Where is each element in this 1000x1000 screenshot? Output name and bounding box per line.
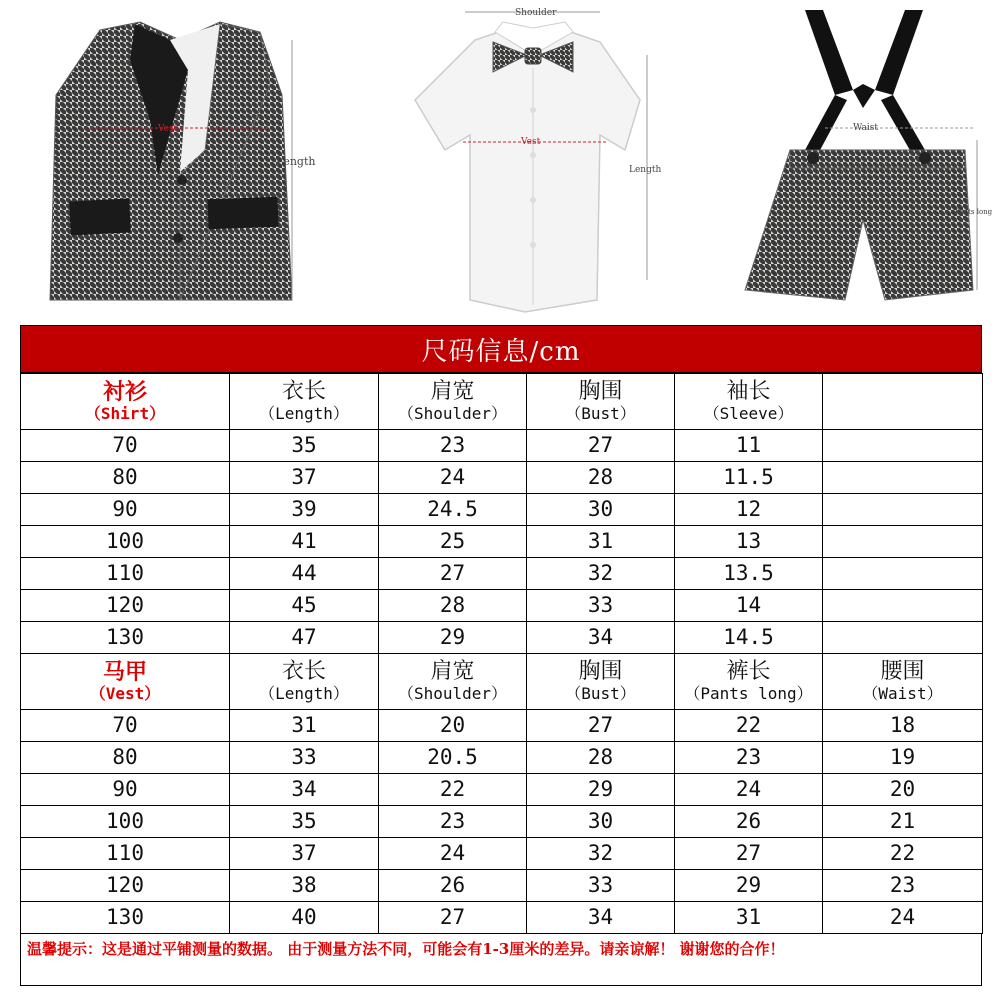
header-en-label: （Shoulder）: [397, 684, 508, 703]
table-cell: [823, 526, 983, 558]
table-cell: [823, 462, 983, 494]
table-cell: 35: [230, 430, 379, 462]
header-en-label: （Bust）: [565, 684, 636, 703]
header-zh-label: 肩宽: [430, 379, 475, 404]
vest-width-label: Vest: [158, 124, 178, 134]
table-cell: 110: [21, 838, 230, 870]
vest-header-cell: [675, 654, 823, 710]
table-cell: 70: [21, 710, 230, 742]
shirt-photo: [375, 0, 675, 322]
header-zh-label: 肩宽: [430, 659, 475, 684]
table-cell: 90: [21, 494, 230, 526]
table-cell: 33: [527, 870, 675, 902]
table-cell: 24: [379, 838, 527, 870]
table-cell: 34: [527, 622, 675, 654]
shirt-header-cell: [675, 374, 823, 430]
table-cell: 130: [21, 622, 230, 654]
table-cell: 34: [230, 774, 379, 806]
table-cell: 30: [527, 806, 675, 838]
vest-length-label: Length: [276, 155, 316, 168]
table-cell: 31: [675, 902, 823, 934]
table-cell: 23: [379, 430, 527, 462]
table-cell: 27: [527, 710, 675, 742]
table-row: [21, 494, 983, 526]
header-zh-label: 胸围: [578, 379, 623, 404]
table-row: [21, 838, 983, 870]
header-en-label: （Shoulder）: [397, 404, 508, 423]
table-cell: 33: [527, 590, 675, 622]
table-cell: 110: [21, 558, 230, 590]
table-cell: 44: [230, 558, 379, 590]
table-cell: 27: [527, 430, 675, 462]
table-cell: 14.5: [675, 622, 823, 654]
table-cell: 24.5: [379, 494, 527, 526]
table-cell: 20.5: [379, 742, 527, 774]
vest-header-cell: [21, 654, 230, 710]
table-cell: 14: [675, 590, 823, 622]
table-cell: 41: [230, 526, 379, 558]
vest-header-row: [21, 654, 983, 710]
table-cell: 25: [379, 526, 527, 558]
table-cell: 18: [823, 710, 983, 742]
table-cell: 29: [675, 870, 823, 902]
table-cell: [823, 430, 983, 462]
table-cell: 40: [230, 902, 379, 934]
table-cell: 20: [379, 710, 527, 742]
header-zh-label: 裤长: [726, 659, 771, 684]
table-cell: 100: [21, 806, 230, 838]
table-cell: 20: [823, 774, 983, 806]
header-zh-label: 马甲: [102, 659, 147, 685]
table-cell: [823, 558, 983, 590]
table-row: [21, 622, 983, 654]
vest-header-cell: [230, 654, 379, 710]
table-cell: 22: [379, 774, 527, 806]
table-cell: 27: [379, 558, 527, 590]
table-cell: 24: [675, 774, 823, 806]
table-cell: 23: [675, 742, 823, 774]
header-zh-label: 胸围: [578, 659, 623, 684]
table-row: [21, 870, 983, 902]
header-zh-label: 腰围: [880, 659, 925, 684]
shirt-header-cell: [379, 374, 527, 430]
table-cell: 80: [21, 742, 230, 774]
table-cell: 33: [230, 742, 379, 774]
shirt-header-cell: [21, 374, 230, 430]
product-photos: [0, 0, 1000, 322]
table-cell: 21: [823, 806, 983, 838]
table-cell: 130: [21, 902, 230, 934]
table-cell: 28: [527, 462, 675, 494]
table-cell: 29: [379, 622, 527, 654]
table-cell: 37: [230, 838, 379, 870]
shirt-header-cell: [230, 374, 379, 430]
shirt-size-section: [21, 374, 983, 654]
table-cell: 31: [230, 710, 379, 742]
table-cell: [823, 622, 983, 654]
table-cell: 29: [527, 774, 675, 806]
measurement-note: 温馨提示：这是通过平铺测量的数据。 由于测量方法不同，可能会有1-3厘米的差异。请亲谅解！ 谢谢您的合作！: [20, 934, 982, 986]
table-cell: 13.5: [675, 558, 823, 590]
table-cell: 32: [527, 558, 675, 590]
table-cell: 90: [21, 774, 230, 806]
table-row: [21, 742, 983, 774]
table-cell: 34: [527, 902, 675, 934]
table-cell: [823, 590, 983, 622]
table-cell: 47: [230, 622, 379, 654]
table-cell: 120: [21, 590, 230, 622]
table-cell: 19: [823, 742, 983, 774]
shirt-length-label: Length: [629, 165, 662, 175]
table-cell: 27: [379, 902, 527, 934]
table-cell: 100: [21, 526, 230, 558]
table-row: [21, 430, 983, 462]
shorts-photo: [735, 0, 995, 322]
table-cell: [823, 494, 983, 526]
table-cell: 12: [675, 494, 823, 526]
header-en-label: （Waist）: [862, 684, 943, 703]
table-row: [21, 902, 983, 934]
table-cell: 31: [527, 526, 675, 558]
table-cell: 23: [379, 806, 527, 838]
vest-header-cell: [379, 654, 527, 710]
header-zh-label: 衣长: [281, 379, 326, 404]
shirt-header-cell: [527, 374, 675, 430]
header-en-label: （Length）: [259, 684, 349, 703]
table-cell: 27: [675, 838, 823, 870]
table-cell: 26: [675, 806, 823, 838]
table-cell: 35: [230, 806, 379, 838]
table-cell: 32: [527, 838, 675, 870]
table-cell: 24: [823, 902, 983, 934]
table-row: [21, 558, 983, 590]
header-en-label: （Bust）: [565, 404, 636, 423]
table-row: [21, 462, 983, 494]
table-cell: 28: [379, 590, 527, 622]
shirt-header-cell: [823, 374, 983, 430]
vest-size-section: [21, 654, 983, 934]
table-title: 尺码信息/cm: [20, 325, 982, 373]
header-zh-label: 衣长: [281, 659, 326, 684]
header-en-label: （Sleeve）: [703, 404, 794, 423]
table-cell: 37: [230, 462, 379, 494]
table-row: [21, 590, 983, 622]
header-en-label: （Vest）: [89, 684, 161, 703]
table-row: [21, 774, 983, 806]
table-row: [21, 806, 983, 838]
vest-photo: [30, 0, 320, 322]
shorts-length-label: Pants long: [955, 208, 993, 216]
table-row: [21, 526, 983, 558]
table-cell: 11: [675, 430, 823, 462]
table-cell: 38: [230, 870, 379, 902]
shirt-shoulder-label: Shoulder: [515, 8, 557, 18]
table-cell: 45: [230, 590, 379, 622]
shirt-header-row: [21, 374, 983, 430]
table-cell: 13: [675, 526, 823, 558]
table-cell: 70: [21, 430, 230, 462]
table-cell: 22: [675, 710, 823, 742]
header-en-label: （Length）: [259, 404, 349, 423]
header-zh-label: 衬衫: [102, 379, 147, 405]
table-cell: 30: [527, 494, 675, 526]
vest-header-cell: [823, 654, 983, 710]
table-cell: 80: [21, 462, 230, 494]
table-cell: 39: [230, 494, 379, 526]
table-cell: 23: [823, 870, 983, 902]
header-en-label: （Shirt）: [84, 404, 166, 423]
vest-header-cell: [527, 654, 675, 710]
table-cell: 26: [379, 870, 527, 902]
table-cell: 120: [21, 870, 230, 902]
size-table: [20, 325, 982, 986]
table-cell: 11.5: [675, 462, 823, 494]
table-row: [21, 710, 983, 742]
table-cell: 24: [379, 462, 527, 494]
header-en-label: （Pants long）: [684, 684, 813, 703]
shirt-bust-label: Vest: [521, 137, 541, 147]
shorts-waist-label: Waist: [853, 123, 878, 133]
table-cell: 22: [823, 838, 983, 870]
header-zh-label: 袖长: [726, 379, 771, 404]
size-grid: [20, 373, 983, 934]
table-cell: 28: [527, 742, 675, 774]
